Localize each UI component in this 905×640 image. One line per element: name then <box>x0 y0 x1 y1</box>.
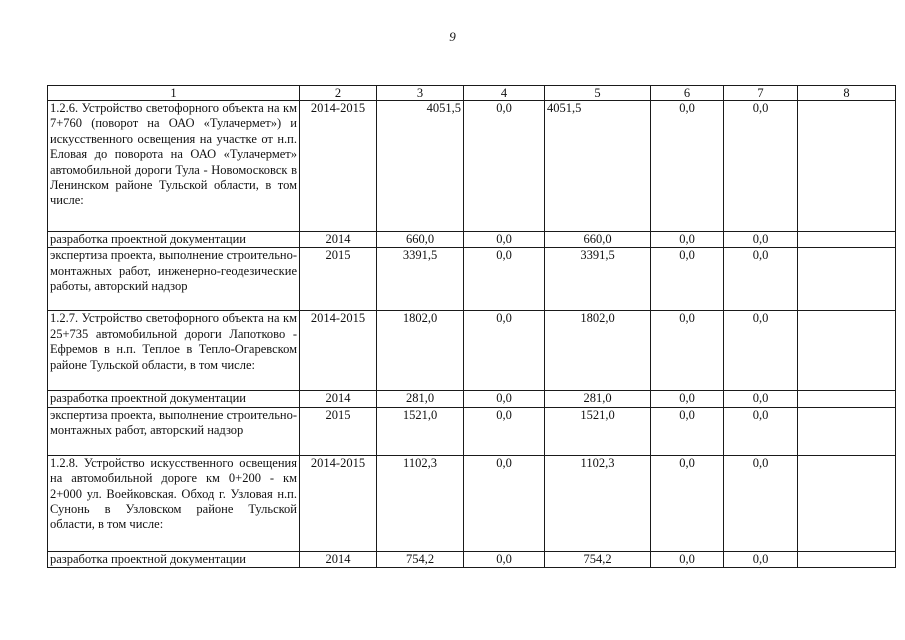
table-row <box>48 101 896 232</box>
row-col6: 0,0 <box>651 551 724 567</box>
row-col4: 0,0 <box>464 101 545 232</box>
row-col7: 0,0 <box>724 248 798 311</box>
row-col3: 660,0 <box>377 232 464 248</box>
row-years: 2014 <box>300 232 377 248</box>
row-col3: 1102,3 <box>377 455 464 551</box>
column-header: 2 <box>300 86 377 101</box>
program-table <box>47 85 896 568</box>
row-col5: 1102,3 <box>545 455 651 551</box>
row-col6: 0,0 <box>651 407 724 455</box>
row-col8 <box>798 391 896 407</box>
row-years: 2014-2015 <box>300 455 377 551</box>
table-row <box>48 455 896 551</box>
row-col3: 4051,5 <box>377 101 464 232</box>
column-header: 4 <box>464 86 545 101</box>
row-col5: 1802,0 <box>545 311 651 391</box>
row-description: экспертиза проекта, выполнение строительно-монтажных работ, инженерно-геодезические работы, авторский надзор <box>48 248 300 311</box>
column-header: 5 <box>545 86 651 101</box>
row-col7: 0,0 <box>724 101 798 232</box>
row-description: 1.2.8. Устройство искусственного освещения на автомобильной дороге км 0+200 - км 2+000 ул. Воейковская. Обход г. Узловая н.п. Сунонь в Узловском районе Тульской области, в том числе: <box>48 455 300 551</box>
page-number: 9 <box>449 29 456 44</box>
row-col4: 0,0 <box>464 232 545 248</box>
row-col7: 0,0 <box>724 455 798 551</box>
row-col6: 0,0 <box>651 232 724 248</box>
row-col5: 4051,5 <box>545 101 651 232</box>
row-years: 2015 <box>300 248 377 311</box>
row-years: 2014 <box>300 551 377 567</box>
table-row <box>48 407 896 455</box>
column-header: 3 <box>377 86 464 101</box>
row-col8 <box>798 311 896 391</box>
row-description: разработка проектной документации <box>48 232 300 248</box>
row-col4: 0,0 <box>464 407 545 455</box>
row-col5: 754,2 <box>545 551 651 567</box>
row-description: экспертиза проекта, выполнение строительно-монтажных работ, авторский надзор <box>48 407 300 455</box>
table-row <box>48 551 896 567</box>
row-years: 2014-2015 <box>300 101 377 232</box>
row-col8 <box>798 232 896 248</box>
row-col3: 281,0 <box>377 391 464 407</box>
row-col3: 1521,0 <box>377 407 464 455</box>
row-col6: 0,0 <box>651 248 724 311</box>
row-years: 2015 <box>300 407 377 455</box>
row-col7: 0,0 <box>724 407 798 455</box>
column-header: 6 <box>651 86 724 101</box>
row-col4: 0,0 <box>464 391 545 407</box>
table-row <box>48 248 896 311</box>
row-col5: 3391,5 <box>545 248 651 311</box>
row-col8 <box>798 101 896 232</box>
table-row <box>48 311 896 391</box>
table-row <box>48 391 896 407</box>
row-col6: 0,0 <box>651 101 724 232</box>
row-description: разработка проектной документации <box>48 391 300 407</box>
row-col5: 1521,0 <box>545 407 651 455</box>
row-years: 2014-2015 <box>300 311 377 391</box>
column-number-row <box>48 86 896 101</box>
row-col4: 0,0 <box>464 248 545 311</box>
row-col7: 0,0 <box>724 391 798 407</box>
row-col7: 0,0 <box>724 551 798 567</box>
row-col3: 754,2 <box>377 551 464 567</box>
row-col8 <box>798 407 896 455</box>
row-col3: 1802,0 <box>377 311 464 391</box>
row-col8 <box>798 248 896 311</box>
row-description: 1.2.6. Устройство светофорного объекта на км 7+760 (поворот на ОАО «Тулачермет») и искусственного освещения на участке от н.п. Еловая до поворота на ОАО «Тулачермет» автомобильной дороги Тула - Новомосковск в Ленинском районе Тульской области, в том числе: <box>48 101 300 232</box>
column-header: 7 <box>724 86 798 101</box>
row-col4: 0,0 <box>464 455 545 551</box>
table-row <box>48 232 896 248</box>
column-header: 8 <box>798 86 896 101</box>
row-col7: 0,0 <box>724 311 798 391</box>
row-col6: 0,0 <box>651 391 724 407</box>
row-col7: 0,0 <box>724 232 798 248</box>
row-col3: 3391,5 <box>377 248 464 311</box>
row-col5: 660,0 <box>545 232 651 248</box>
row-col8 <box>798 551 896 567</box>
row-col5: 281,0 <box>545 391 651 407</box>
row-years: 2014 <box>300 391 377 407</box>
row-col4: 0,0 <box>464 551 545 567</box>
row-col4: 0,0 <box>464 311 545 391</box>
row-col6: 0,0 <box>651 311 724 391</box>
row-description: 1.2.7. Устройство светофорного объекта на км 25+735 автомобильной дороги Лапотково - Ефремов в н.п. Теплое в Тепло-Огаревском районе Тульской области, в том числе: <box>48 311 300 391</box>
row-description: разработка проектной документации <box>48 551 300 567</box>
row-col8 <box>798 455 896 551</box>
row-col6: 0,0 <box>651 455 724 551</box>
column-header: 1 <box>48 86 300 101</box>
